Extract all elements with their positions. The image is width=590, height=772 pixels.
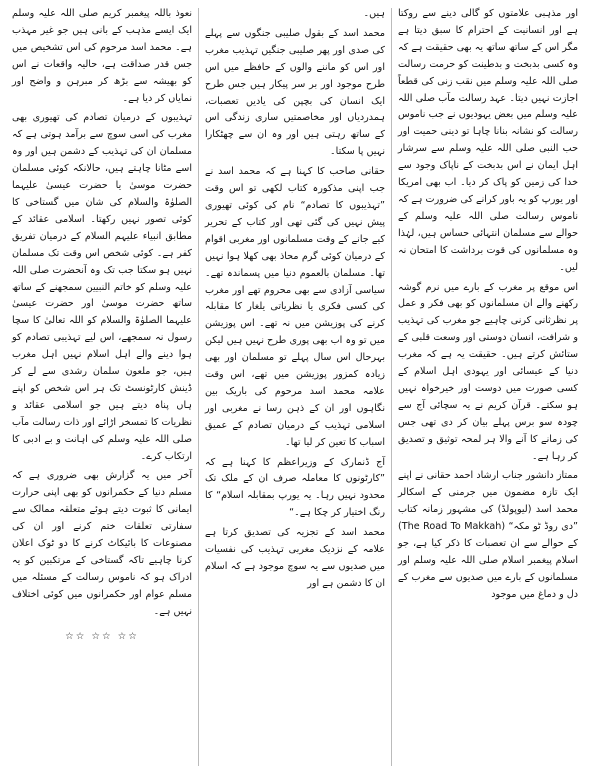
column-right	[392, 6, 584, 768]
paragraph: ہیں۔	[363, 8, 385, 19]
column-left	[6, 6, 198, 768]
paragraph: محمد اسد کے تجزیہ کی تصدیق کرتا ہے علامہ کے نزدیک مغربی تہذیب کی نفسیات میں صدیوں سے یہ سوچ موجود ہے کہ اسلام ان کا دشمن ہے اور	[205, 527, 385, 589]
paragraph: حقانی صاحب کا کہنا ہے کہ محمد اسد نے جب اپنی مذکورہ کتاب لکھی تو اس وقت ”تہذیبوں کا تصادم“ نام کی کوئی تھیوری پیش نہیں کی گئی تھی اور کتاب کے تحریر کیے جانے کے وقت مسلمانوں اور مغربی اقوام کے درمیان کوئی گرم محاذ بھی کھلا ہوا نہیں تھا۔ مسلمان بالعموم دنیا میں پسماندہ تھے۔ سیاسی آزادی سے بھی محروم تھے اور مغرب کی کسی فکری یا نظریاتی یلغار کا مقابلہ کرنے کی پوزیشن میں نہ تھے۔ اس پوزیشن میں تو وہ اب بھی پوری طرح نہیں ہیں لیکن بہرحال اس سال پہلے تو مسلمان اور بھی زیادہ کمزور پوزیشن میں تھے، اس وقت علامہ محمد اسد مرحوم کی باریک بین نگاہوں اور ان کے ذہن رسا نے مغربی اور اسلامی تہذیب کے درمیان تصادم کے عمیق اسباب کا تعین کر لیا تھا۔	[205, 166, 385, 448]
paragraph: تہذیبوں کے درمیان تصادم کی تھیوری بھی مغرب کی اسی سوچ سے برآمد ہوتی ہے کہ مسلمان ان کی تہذیب کے دشمن ہیں اور وہ اسے مٹانا چاہتے ہیں، حالانکہ کوئی مسلمان حضرت موسیٰ یا حضرت عیسیٰ علیہما الصلوٰۃ والسلام کی شان میں گستاخی کا کوئی تصور نہیں رکھتا۔ اسلامی عقائد کے مطابق انبیاء علیہم السلام کے درمیان تفریق کفر ہے۔ کوئی شخص اس وقت تک مسلمان نہیں ہو سکتا جب تک وہ آنحضرت صلی اللہ علیہ وسلم کو خاتم النبیین سمجھنے کے ساتھ ساتھ حضرت موسیٰ اور حضرت عیسیٰ علیہما الصلوٰۃ والسلام کو اللہ تعالیٰ کا سچا رسول نہ سمجھے، اس لیے تہذیبی تصادم کو ہوا دینے والے اہل اسلام نہیں اہل مغرب ہیں، جو ملعون سلمان رشدی سے لے کر ڈینش کارٹونسٹ تک ہر اس شخص کو اپنے ہاں پناہ دیتے ہیں جو اسلامی عقائد و نظریات کا تمسخر اڑائے اور ذات رسالت مآب صلی اللہ علیہ وسلم کی اہانت و بے ادبی کا ارتکاب کرے۔	[12, 112, 192, 462]
paragraph: ممتاز دانشور جناب ارشاد احمد حقانی نے اپنے ایک تازہ مضمون میں جرمنی کے اسکالر محمد اسد (لیوپولڈ) کی مشہور زمانہ کتاب ”دی روڈ ٹو مکہ“ (The Road To Makkah) کے حوالے سے ان تعصبات کا ذکر کیا ہے، جو اسلام پیغمبر اسلام صلی اللہ علیہ وسلم اور مسلمانوں کے بارے میں صدیوں سے مغرب کے دل و دماغ میں موجود	[398, 470, 578, 600]
end-stars: ☆☆ ☆☆ ☆☆	[65, 630, 139, 642]
paragraph: نعوذ باللہ پیغمبر کریم صلی اللہ علیہ وسلم ایک ایسے مذہب کے بانی ہیں جو غیر مہذب ہے۔ محمد اسد مرحوم کی اس تشخیص میں جس قدر صداقت ہے، حالیہ واقعات نے اس کو بھیشہ سے بڑھ کر مبرہن و واضح اور نمایاں کر دیا ہے۔	[12, 8, 192, 104]
paragraph: محمد اسد کے بقول صلیبی جنگوں سے پہلے کی صدی اور پھر صلیبی جنگیں تہذیب مغرب اور اس کو ماننے والوں کے حافظے میں اس طرح موجود اور بر سر پیکار ہیں جس طرح ایک انسان کی بچپن کی یادیں تعصبات، ہمدردیاں اور مخاصمتیں ساری زندگی اس کے ساتھ رہتی ہیں اور وہ ان سے چھٹکارا نہیں پا سکتا۔	[205, 27, 385, 158]
paragraph: اور مذہبی علامتوں کو گالی دینے سے روکتا ہے اور انسانیت کے احترام کا سبق دیتا ہے مگر اس کے ساتھ ساتھ یہ بھی حقیقت ہے کہ وہ کسی بدبخت و بدطینت کو حرمت رسالت صلی اللہ علیہ وسلم میں نقب زنی کی قطعاً اجازت نہیں دیتا۔ عہد رسالت مآب صلی اللہ علیہ وسلم میں بعض یہودیوں نے جب ناموس رسالت کو نشانہ بنانا چاہا تو دینی حمیت اور حب النبی صلی اللہ علیہ وسلم سے سرشار اہل ایمان نے اس بدبخت کے ناپاک وجود سے خدا کی زمین کو پاک کر دیا۔ اب بھی امریکا اور یورپ کو یہ باور کرانے کی ضرورت ہے کہ ناموس رسالت صلی اللہ علیہ وسلم کے حوالے سے مسلمان انتہائی حساس ہیں، لہٰذا وہ مسلمانوں کی قوت برداشت کا امتحان نہ لیں۔	[398, 8, 578, 273]
paragraph: اس موقع پر مغرب کے بارے میں نرم گوشہ رکھنے والے ان مسلمانوں کو بھی فکر و عمل پر نظرثانی کرنی چاہیے جو مغرب کی تہذیب و شرافت، انسان دوستی اور وسعت قلبی کے ستائش کرتے ہیں۔ حقیقت یہ ہے کہ مغرب دنیا کے عیسائی اور یہودی اہل اسلام کے کسی صورت میں دوست اور خیرخواہ نہیں ہو سکتے۔ قرآن کریم نے یہ سچائی آج سے چودہ سو برس پہلے بیان کر دی تھی جس کی زمانے کا آنے والا ہر لمحہ توثیق و تصدیق کر رہا ہے۔	[398, 281, 578, 462]
column-middle	[199, 6, 391, 768]
paragraph: آخر میں یہ گزارش بھی ضروری ہے کہ مسلم دنیا کے حکمرانوں کو بھی اپنی حرارت ایمانی کا ثبوت دیتے ہوئے متعلقہ ممالک سے سفارتی تعلقات ختم کرنے اور ان کی مصنوعات کا بائیکاٹ کرنے کا دو ٹوک اعلان کرنا چاہیے تاکہ گستاخی کے مرتکبین کو یہ ادراک ہو کہ ناموس رسالت کے مسئلہ میں مسلم عوام اور حکمرانوں میں کوئی اختلاف نہیں ہے۔	[12, 470, 192, 617]
quote-paragraph: آج ڈنمارک کے وزیراعظم کا کہنا ہے کہ ”کارٹونوں کا معاملہ صرف ان کے ملک تک محدود نہیں رہا۔ یہ یورپ بمقابلہ اسلام“ کا رنگ اختیار کر چکا ہے۔“	[205, 456, 385, 519]
